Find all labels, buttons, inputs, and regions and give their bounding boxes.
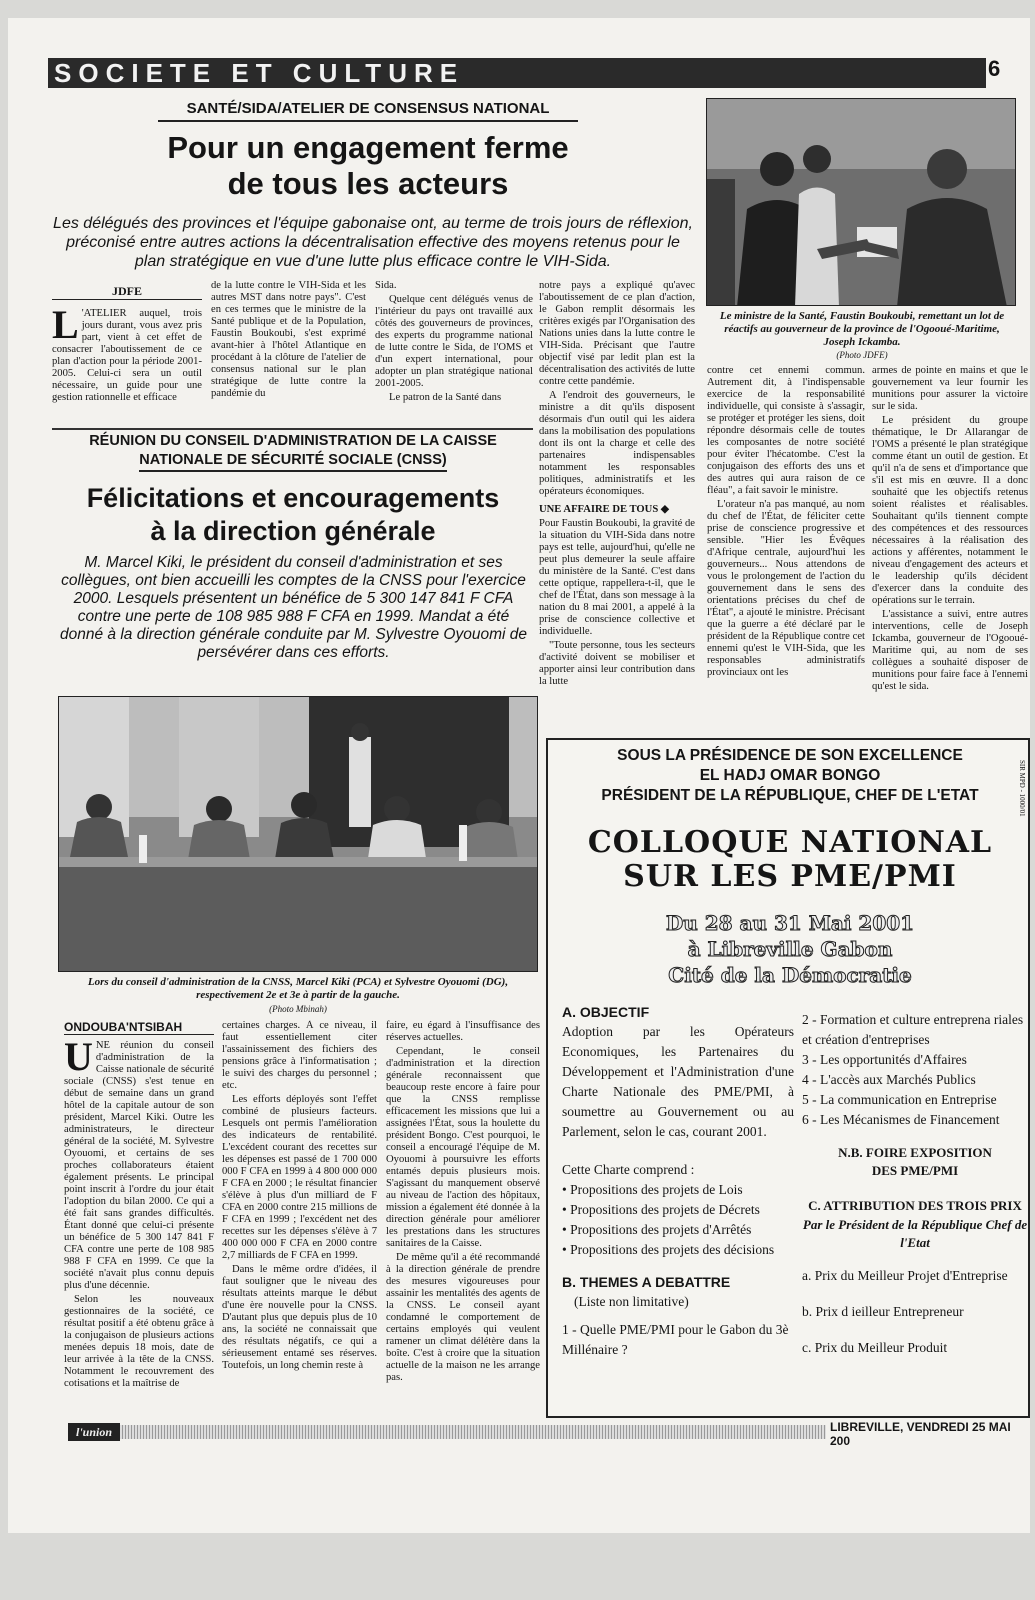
article1-kicker: SANTÉ/SIDA/ATELIER DE CONSENSUS NATIONAL: [158, 100, 578, 122]
ad-presidency: [548, 746, 1030, 806]
article1-col4-p3: Pour Faustin Boukoubi, la gravité de la situation du VIH-Sida dans notre pays est telle, aujourd'hui, qu'elle ne peut plus demeurer la seule affaire du ministère de la Santé. C'est dans cette optique, rappellera-t-il, que le chef de l'État, dans son message à la nation du 8 mai 2001, a appelé à la prise de conscience collective et individuelle.: [539, 518, 695, 637]
article2-col3: [386, 1020, 540, 1420]
ad-charte-item: • Propositions des projets de Lois: [562, 1182, 743, 1197]
ad-nb: [802, 1144, 1028, 1180]
article2-photo-credit: (Photo Mbinah): [269, 1004, 327, 1014]
ad-charte-item: • Propositions des projets des décisions: [562, 1242, 775, 1257]
article-divider: [52, 428, 533, 430]
colloque-advertisement: [546, 738, 1030, 1418]
ad-right-column: [802, 1010, 1028, 1358]
article2-kicker-line2: NATIONALE DE SÉCURITÉ SOCIALE (CNSS): [139, 451, 446, 472]
ad-prix-title: C. ATTRIBUTION DES TROIS PRIX: [808, 1198, 1022, 1213]
footer-logo: l'union: [68, 1423, 120, 1441]
article1-col1-text: 'ATELIER auquel, trois jours durant, vous avez pris part, vient à cet effet de consacrer l'aboutissement de ce plan d'action pour la période 2001-2005. Celui-ci sera un outil nécessaire, un guide pour une gestion rationnelle et efficace: [52, 308, 202, 403]
article2-col3-p3: De même qu'il a été recommandé à la direction générale de prendre des mesures vigoureuses pour assainir les mentalités des agents de la CNSS. Le conseil ayant condamné le comportement de certains employés qui veulent ramener un climat délétère dans la boîte. C'est à croire que la situation actuelle de la maison ne les arrange pas.: [386, 1252, 540, 1383]
article1-byline: JDFE: [52, 284, 202, 300]
ad-charte-item-1: Propositions des projets de Lois: [570, 1182, 743, 1197]
article2-photo-caption: Lors du conseil d'administration de la CNSS, Marcel Kiki (PCA) et Sylvestre Oyouomi (DG), respectivement 2e et 3e à partir de la gauche.: [87, 976, 509, 1001]
article2-col2: [222, 1020, 377, 1420]
article2-headline: [52, 482, 534, 548]
article2-photo-illustration: [59, 697, 538, 972]
ad-prix-1: a. Prix du Meilleur Projet d'Entreprise: [802, 1268, 1008, 1283]
article1-col1: [52, 308, 202, 424]
article2-headline-line1: Félicitations et encouragements: [86, 483, 500, 513]
ad-line2: EL HADJ OMAR BONGO: [699, 767, 881, 784]
ad-date1: Du 28 au 31 Mai 2001: [665, 911, 915, 935]
ad-date3: Cité de la Démocratie: [668, 963, 912, 987]
article2-col2-p1: certaines charges. À ce niveau, il faut essentiellement citer l'assainissement des fichiers des pensions grâce à l'informatisation ; le suivi des charges du personnel ; etc.: [222, 1020, 377, 1091]
article2-col1-p2: Selon les nouveaux gestionnaires de la société, ce résultat positif a été obtenu grâce à la conjugaison de plusieurs actions menées depuis 18 mois, date de leur arrivée à la tête de la CNSS. Notamment le recouvrement des cotisations et la maîtrise de: [64, 1294, 214, 1389]
article1-col6: [872, 365, 1028, 745]
ad-side-code: SIR MPD - 1000/01: [1018, 760, 1026, 817]
article2-col1-text: NE réunion du conseil d'administration de la Caisse nationale de sécurité sociale (CNSS) s'est tenue en début de semaine dans un grand hôtel de la capitale autour de son président, Marcel Kiki. Outre les administrateurs, le directeur général de la société, M. Sylvestre Oyouomi, et certains de ses proches collaborateurs étaient également présents. Le principal point inscrit à l'ordre du jour était l'adoption du bilan 2000. Ce qui a été fait sans grandes difficultés. Étant donné que celui-ci présente un bénéfice de 5 300 147 841 F CFA contre une perte de 108 985 988 F CFA en 1999. Ce que la société n'avait plus connu depuis plus d'une décennie.: [64, 1040, 214, 1291]
article2-deck: M. Marcel Kiki, le président du conseil d'administration et ses collègues, ont bien accueilli les comptes de la CNSS pour l'exercice 2000. Lesquels présentent un bénéfice de 5 300 147 841 F CFA contre une perte de 108 985 988 F CFA en 1999. Mandat a été donné à la direction générale conduite par M. Sylvestre Oyouomi de persévérer dans ces efforts.: [60, 554, 527, 661]
article1-headline-line2: de tous les acteurs: [227, 166, 509, 201]
ad-charte-item-3: Propositions des projets d'Arrêtés: [570, 1222, 752, 1237]
article2-col2-p2: Les efforts déployés sont l'effet combiné de plusieurs facteurs. Lesquels ont permis l'amélioration des indicateurs de rentabilité. L'excédent courant des recettes sur les dépenses est passé de 1 700 000 000 F CFA en 1999 à 4 800 000 000 F CFA en 2000 ; le résultat financier s'élève à plus d'un milliard de F CFA en 2000 contre 215 millions de F CFA en 1999 ; l'excédent net des recettes sur les dépenses s'élève à 7 400 000 000 F CFA en 2000 contre 2,7 milliards de F CFA en 1999.: [222, 1094, 377, 1261]
ad-prix-3: c. Prix du Meilleur Produit: [802, 1340, 948, 1355]
ad-left-column: [562, 1002, 794, 1360]
article1-photo-credit: (Photo JDFE): [836, 350, 888, 360]
ad-themes-sub: (Liste non limitative): [574, 1294, 689, 1309]
ad-theme-6: 6 - Les Mécanismes de Financement: [802, 1112, 1000, 1127]
footer-date: LIBREVILLE, VENDREDI 25 MAI 200: [826, 1420, 1030, 1448]
article2-col1: [64, 1040, 214, 1420]
article1-col6-p2: Le président du groupe thématique, le Dr Allarangar de l'OMS a présenté le plan stratégique comme étant un outil de gestion. Et qu'il n'a de sens et d'importance que s'il est mis en œuvre. Il a donc souhaité que les objectifs retenus soient réalistes et réalisables. Souhaitant qu'ils tiennent compte des compétences et des ressources nécessaires à la réalisation des actions y afférentes, notamment le niveau d'engagement des acteurs et le leadership qu'ils décident d'exercer dans la conduite des opérations sur le terrain.: [872, 415, 1028, 606]
article2-col3-p1: faire, eu égard à l'insuffisance des réserves actuelles.: [386, 1020, 540, 1043]
article1-photo: [706, 98, 1016, 306]
ad-objectif-text: Adoption par les Opérateurs Economiques, les Partenaires du Développement et l'Administration d'une Charte Nationale des PME/PMI, à soumettre au Gouvernement ou au Parlement, selon le cas, courant 2001.: [562, 1024, 794, 1139]
ad-nb-line2: DES PME/PMI: [871, 1163, 959, 1178]
article1-col6-p3: L'assistance a suivi, entre autres interventions, celle de Joseph Ickamba, gouverneur de l'Ogooué-Maritime qui, au nom de ses collègues a souhaité disposer de munitions pour faire face à l'ennemi qu'est le sida.: [872, 609, 1028, 692]
article2-headline-line2: à la direction générale: [150, 516, 436, 546]
article1-col6-p1: armes de pointe en mains et que le gouvernement va leur fournir les munitions pour assurer la victoire sur le sida.: [872, 365, 1028, 412]
ad-title-line1: COLLOQUE NATIONAL: [587, 825, 993, 860]
ad-charte-intro: Cette Charte comprend :: [562, 1162, 695, 1177]
article1-col5-p1: contre cet ennemi commun. Autrement dit, à l'indispensable exercice de la responsabilité individuelle, qui consiste à s'assagir, se protéger et protéger les siens, doit répondre désormais celle de toutes les composantes de notre société pour éviter l'hécatombe. C'est la conjugaison des efforts des uns et des autres qui aura raison de ce fléau", a fait savoir le ministre.: [707, 365, 865, 496]
article2-col2-p3: Dans le même ordre d'idées, il faut souligner que le niveau des résultats atteints marque le début d'une ère nouvelle pour la CNSS. D'autant plus que depuis plus de 10 ans, la société ne connaissait que des résultats négatifs, ce qui a sérieusement entamé ses réserves. Toutefois, un long chemin reste à: [222, 1264, 377, 1371]
ad-theme-5: 5 - La communication en Entreprise: [802, 1092, 997, 1107]
ad-prix-2: b. Prix d ieilleur Entrepreneur: [802, 1304, 964, 1319]
article1-headline: [68, 130, 668, 202]
ad-objectif-title: A. OBJECTIF: [562, 1004, 650, 1020]
article1-col3-p3: Le patron de la Santé dans: [389, 392, 502, 403]
section-header: SOCIETE ET CULTURE: [48, 58, 986, 88]
ad-date2: à Libreville Gabon: [687, 937, 893, 961]
article1-photo-illustration: [707, 99, 1016, 306]
article2-photo: [58, 696, 538, 972]
ad-title: [548, 826, 1030, 894]
page-number: 6: [988, 56, 1001, 81]
article1-col4-p1: notre pays a expliqué qu'avec l'aboutissement de ce plan d'action, le Gabon remplit désormais les critères exigés par l'Organisation des Nations unies dans la lutte contre le VIH-Sida. Précisant que l'autre objectif visé par ledit plan est la décentralisation des activités de lutte contre cette pandémie.: [539, 280, 695, 387]
article1-col3: [375, 280, 533, 426]
article1-dropcap: L: [52, 308, 79, 347]
article1-headline-line1: Pour un engagement ferme: [167, 130, 569, 165]
ad-prix-sub: Par le Président de la République Chef de l'Etat: [802, 1217, 1028, 1250]
ad-charte-list: [562, 1180, 794, 1260]
ad-charte-item-2: Propositions des projets de Décrets: [570, 1202, 760, 1217]
ad-date-block: [548, 910, 1030, 988]
article1-col5-p2: L'orateur n'a pas manqué, au nom du chef de l'État, de féliciter cette prise de conscience progressive et sensible. "Hier les Évêques d'Afrique centrale, aujourd'hui les gouverneurs... Nous attendons de vous le prolongement de l'action du gouvernement dans le sens des orientations précises du chef de l'État", a ajouté le ministre. Précisant que la guerre a été déclaré par le président de la République contre cet ennemi qu'est le VIH-Sida, que les responsables administratifs provinciaux ont les: [707, 499, 865, 678]
ad-themes-title: B. THEMES A DEBATTRE: [562, 1274, 731, 1290]
ad-theme-1: 1 - Quelle PME/PMI pour le Gabon du 3è Millénaire ?: [562, 1322, 789, 1357]
article2-kicker: [58, 432, 528, 472]
ad-theme-4: 4 - L'accès aux Marchés Publics: [802, 1072, 976, 1087]
article1-subhead: UNE AFFAIRE DE TOUS ◆: [539, 504, 670, 515]
article1-col4: [539, 280, 695, 720]
article2-dropcap: U: [64, 1040, 93, 1079]
ad-charte-item: • Propositions des projets de Décrets: [562, 1202, 760, 1217]
ad-nb-line1: N.B. FOIRE EXPOSITION: [838, 1145, 992, 1160]
ad-charte-item: • Propositions des projets d'Arrêtés: [562, 1222, 752, 1237]
article1-col3-p1: Sida.: [375, 280, 397, 291]
article1-photo-caption: Le ministre de la Santé, Faustin Boukoubi, remettant un lot de réactifs au gouverneur de la province de l'Ogooué-Maritime, Joseph Ickamba.: [719, 310, 1005, 348]
article2-col3-p2: Cependant, le conseil d'administration et la direction générale reconnaissent que beaucoup reste encore à faire pour que la CNSS remplisse efficacement les missions que lui a assignées l'État, sous la houlette du président Bongo. C'est pourquoi, le conseil a encouragé l'équipe de M. Oyouomi à poursuivre les efforts entamés depuis plusieurs mois. S'agissant du manquement observé au niveau de l'action des hôpitaux, mission a également été donnée à la direction générale pour améliorer les prestations dans les structures sanitaires de la Caisse.: [386, 1046, 540, 1249]
ad-theme-2: 2 - Formation et culture entreprena riales et création d'entreprises: [802, 1012, 1024, 1047]
article1-col2: de la lutte contre le VIH-Sida et les autres MST dans notre pays". C'est en ces termes que le ministre de la Santé publique et de la Population, Faustin Boukoubi, s'est exprimé avant-hier à l'hôtel Atlantique en procédant à la clôture de l'atelier de consensus national sur le plan stratégique de lutte contre la pandémie du: [211, 280, 366, 399]
article2-kicker-line1: RÉUNION DU CONSEIL D'ADMINISTRATION DE LA CAISSE: [89, 433, 497, 449]
article1-deck: Les délégués des provinces et l'équipe gabonaise ont, au terme de trois jours de réflexion, préconisé entre autres actions la décentralisation effective des moyens retenus pour le plan stratégique en vue d'une lutte plus efficace contre le VIH-Sida.: [53, 215, 693, 270]
article1-col3-p2: Quelque cent délégués venus de l'intérieur du pays ont travaillé aux côtés des gouverneurs de provinces, des experts du programme national de lutte contre le Sida, de l'OMS et d'un expert international, pour adopter un plan stratégique national 2001-2005.: [375, 294, 533, 389]
ad-line3: PRÉSIDENT DE LA RÉPUBLIQUE, CHEF DE L'ETAT: [601, 787, 979, 804]
article2-byline: ONDOUBA'NTSIBAH: [64, 1020, 214, 1035]
ad-line1: SOUS LA PRÉSIDENCE DE SON EXCELLENCE: [617, 747, 963, 764]
article1-col4-p2: A l'endroit des gouverneurs, le ministre a dit qu'ils disposent désormais d'un outil qui les aidera dans la mobilisation des populations dont ils ont la charge et celle des partenaires indispensables notamment les responsables politiques, administratifs et les opérateurs économiques.: [539, 390, 695, 497]
ad-title-line2: SUR LES PME/PMI: [623, 859, 957, 894]
article1-col5: [707, 365, 865, 745]
ad-charte-item-4: Propositions des projets des décisions: [570, 1242, 775, 1257]
article1-col4-p4: "Toute personne, tous les secteurs d'activité doivent se mobiliser et apporter ainsi leur contribution dans la lutte: [539, 640, 695, 687]
ad-theme-3: 3 - Les opportunités d'Affaires: [802, 1052, 967, 1067]
newspaper-page: [8, 18, 1030, 1533]
